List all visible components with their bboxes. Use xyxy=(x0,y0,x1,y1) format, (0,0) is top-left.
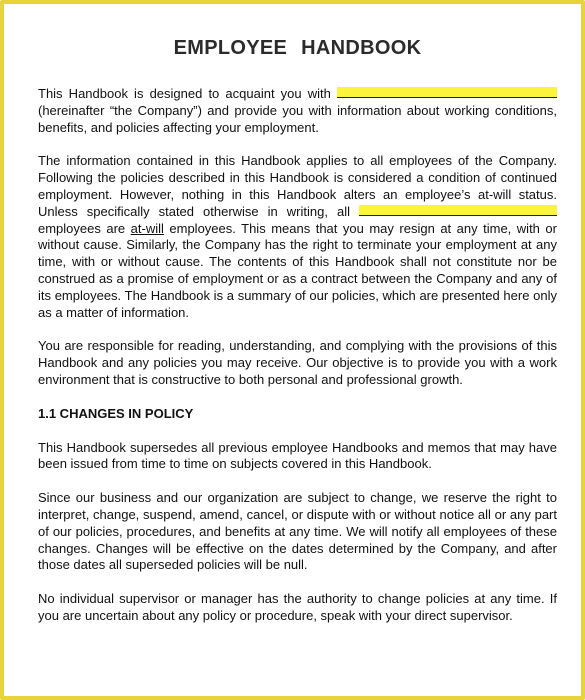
document-title xyxy=(38,36,557,60)
intro-paragraph xyxy=(38,86,557,136)
title-word-employee: EMPLOYEE xyxy=(173,37,288,59)
title-word-handbook: HANDBOOK xyxy=(301,37,422,59)
document-page xyxy=(38,36,557,642)
scope-text-end: employees. This means that you may resign at any time, with or without cause. Similarly, the Company has the right to terminate your employment at any time, with or without cause. The contents of this Handbook shall not constitute nor be construed as a promise of employment or as a contract between the Company and any of its employees. The Handbook is a summary of our policies, which are presented here only as a matter of information. xyxy=(38,220,557,320)
responsibility-paragraph: You are responsible for reading, understanding, and complying with the provisions of this Handbook and any policies you may receive. Our objective is to provide you with a work environment that is constructive to both personal and professional growth. xyxy=(38,338,557,387)
company-name-blank[interactable] xyxy=(337,87,557,98)
supersede-paragraph: This Handbook supersedes all previous employee Handbooks and memos that may have been issued from time to time on subjects covered in this Handbook. xyxy=(38,439,557,472)
section-heading-changes-in-policy: 1.1 CHANGES IN POLICY xyxy=(38,405,194,421)
scope-text-mid: employees are xyxy=(38,220,126,236)
change-rights-paragraph: Since our business and our organization are subject to change, we reserve the right to interpret, change, suspend, amend, cancel, or dispute with or without notice all or any part of our policies, procedures, and benefits at any time. We will notify all employees of these changes. Changes will be effective on the dates determined by the Company, and after those dates all superseded policies will be null. xyxy=(38,490,557,573)
at-will-term: at-will xyxy=(130,220,164,236)
supervisor-paragraph: No individual supervisor or manager has the authority to change policies at any time. If you are uncertain about any policy or procedure, speak with your direct supervisor. xyxy=(38,591,557,623)
intro-text-start: This Handbook is designed to acquaint you with xyxy=(38,86,331,101)
employer-name-blank[interactable] xyxy=(359,205,557,216)
scope-text-start: The information contained in this Handbook applies to all employees of the Company. Following the policies described in this Handbook is considered a condition of continued employment. However, nothing in this Handbook alters an employee’s at-will status. Unless specifically stated otherwise in writing, all xyxy=(38,153,557,219)
scope-paragraph xyxy=(38,153,557,321)
intro-text-end: (hereinafter “the Company”) and provide you with information about working conditions, benefits, and policies affecting your employment. xyxy=(38,102,557,135)
